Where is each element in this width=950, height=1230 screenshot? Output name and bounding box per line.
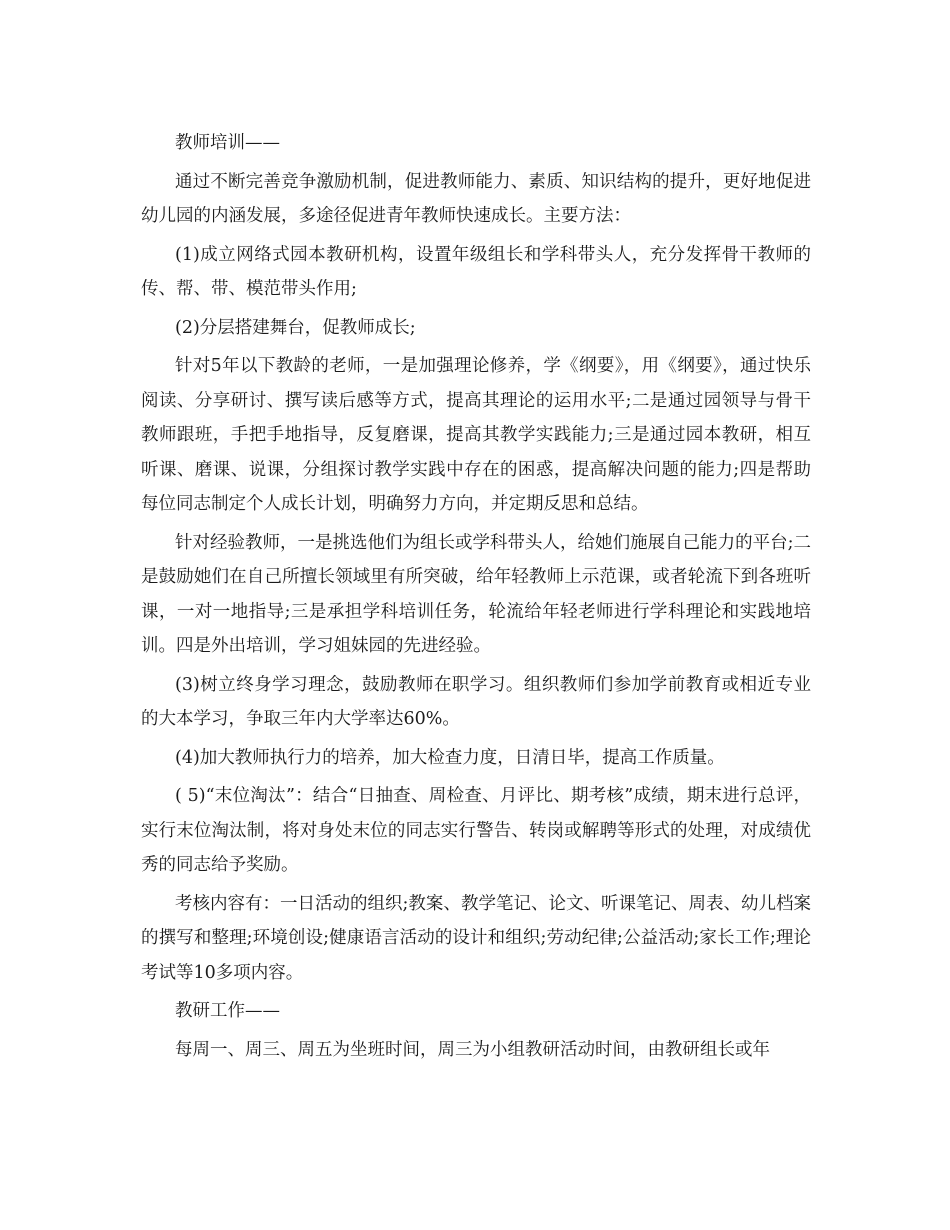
paragraph-assessment-content: 考核内容有：一日活动的组织;教案、教学笔记、论文、听课笔记、周表、幼儿档案的撰写和整理;环境创设;健康语言活动的设计和组织;劳动纪律;公益活动;家长工作;理论考试等10多项内容。 xyxy=(141,893,811,983)
section-heading-teacher-training: 教师培训—— xyxy=(175,133,280,153)
paragraph-item-3: (3)树立终身学习理念，鼓励教师在职学习。组织教师们参加学前教育或相近专业的大本学习，争取三年内大学率达60%。 xyxy=(141,674,811,729)
paragraph-item-2: (2)分层搭建舞台，促教师成长; xyxy=(175,317,416,338)
paragraph-junior-teachers: 针对5年以下教龄的老师，一是加强理论修养，学《纲要》，用《纲要》，通过快乐阅读、分享研讨、撰写读后感等方式，提高其理论的运用水平;二是通过园领导与骨干教师跟班，手把手地指导，反复磨课，提高其教学实践能力;三是通过园本教研，相互听课、磨课、说课，分组探讨教学实践中存在的困惑，提高解决问题的能力;四是帮助每位同志制定个人成长计划，明确努力方向，并定期反思和总结。 xyxy=(141,356,811,514)
paragraph-research-schedule: 每周一、周三、周五为坐班时间，周三为小组教研活动时间，由教研组长或年 xyxy=(175,1039,770,1060)
paragraph-item-5: ( 5)“末位淘汰”：结合“日抽查、周检查、月评比、期考核”成绩，期末进行总评，实行末位淘汰制，将对身处末位的同志实行警告、转岗或解聘等形式的处理，对成绩优秀的同志给予奖励。 xyxy=(141,786,811,875)
paragraph-item-4: (4)加大教师执行力的培养，加大检查力度，日清日毕，提高工作质量。 xyxy=(175,747,725,768)
section-heading-teaching-research: 教研工作—— xyxy=(175,1001,280,1021)
paragraph-experienced-teachers: 针对经验教师，一是挑选他们为组长或学科带头人，给她们施展自己能力的平台;二是鼓励她们在自己所擅长领域里有所突破，给年轻教师上示范课，或者轮流下到各班听课，一对一地指导;三是承担学科培训任务，轮流给年轻老师进行学科理论和实践地培训。四是外出培训，学习姐妹园的先进经验。 xyxy=(141,532,811,656)
paragraph-item-1: (1)成立网络式园本教研机构，设置年级组长和学科带头人，充分发挥骨干教师的传、帮、带、模范带头作用; xyxy=(141,244,811,299)
paragraph-intro: 通过不断完善竞争激励机制，促进教师能力、素质、知识结构的提升，更好地促进幼儿园的内涵发展，多途径促进青年教师快速成长。主要方法： xyxy=(141,171,811,226)
document-body xyxy=(141,126,811,1071)
